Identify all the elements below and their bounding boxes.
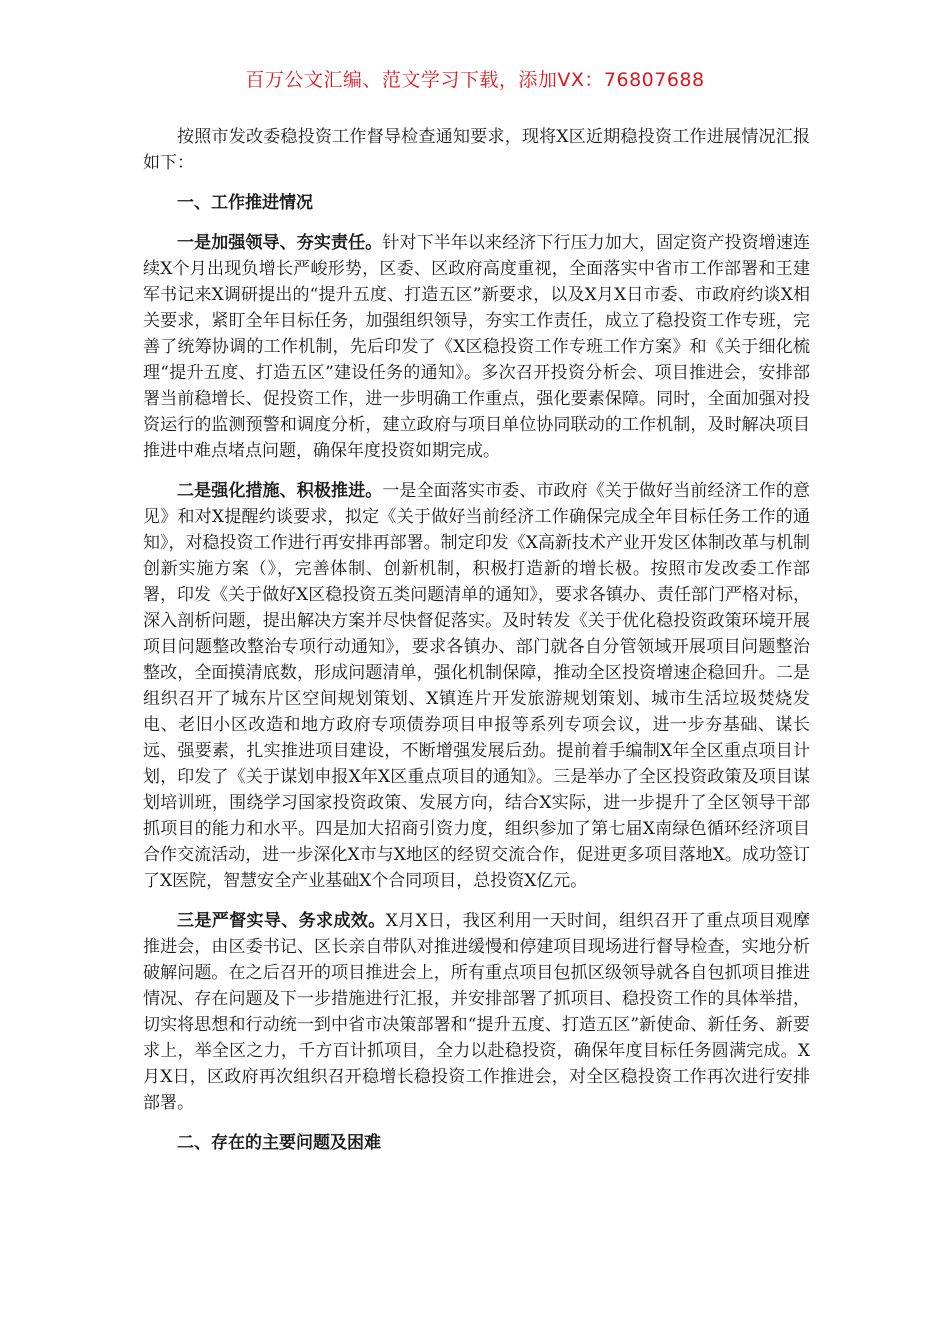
- paragraph-lead: 三是严督实导、务求成效。: [177, 911, 386, 931]
- promo-banner: 百万公文汇编、范文学习下载，添加VX：76807688: [245, 69, 705, 91]
- paragraph-item-3: [143, 908, 810, 1116]
- section-heading-problems: 二、存在的主要问题及困难: [177, 1133, 381, 1153]
- paragraph-body: 针对下半年以来经济下行压力加大，固定资产投资增速连续X个月出现负增长严峻形势，区委、区政府高度重视，全面落实中省市工作部署和王建军书记来X调研提出的“提升五度、打造五区”新要求，以及X月X日市委、市政府约谈X相关要求，紧盯全年目标任务，加强组织领导，夯实工作责任，成立了稳投资工作专班，完善了统筹协调的工作机制，先后印发了《X区稳投资工作专班工作方案》和《关于细化梳理“提升五度、打造五区”建设任务的通知》。多次召开投资分析会、项目推进会，安排部署当前稳增长、促投资工作，进一步明确工作重点，强化要素保障。同时，全面加强对投资运行的监测预警和调度分析，建立政府与项目单位协同联动的工作机制，及时解决项目推进中难点堵点问题，确保年度投资如期完成。: [143, 233, 811, 461]
- paragraph-body: X月X日，我区利用一天时间，组织召开了重点项目观摩推进会，由区委书记、区长亲自带队对推进缓慢和停建项目现场进行督导检查，实地分析破解问题。在之后召开的项目推进会上，所有重点项目包抓区级领导就各自包抓项目推进情况、存在问题及下一步措施进行汇报，并安排部署了抓项目、稳投资工作的具体举措，切实将思想和行动统一到中省市决策部署和“提升五度、打造五区”新使命、新任务、新要求上，举全区之力，千方百计抓项目，全力以赴稳投资，确保年度目标任务圆满完成。X月X日，区政府再次组织召开稳增长稳投资工作推进会，对全区稳投资工作再次进行安排部署。: [143, 911, 810, 1113]
- paragraph-lead: 一是加强领导、夯实责任。: [177, 233, 383, 253]
- intro-paragraph: 按照市发改委稳投资工作督导检查通知要求，现将X区近期稳投资工作进展情况汇报如下：: [143, 127, 810, 173]
- section-heading-work-progress: 一、工作推进情况: [177, 193, 313, 213]
- paragraph-body: 一是全面落实市委、市政府《关于做好当前经济工作的意见》和对X提醒约谈要求，拟定《关于做好当前经济工作确保完成全年目标任务工作的通知》，对稳投资工作进行再安排再部署。制定印发《X高新技术产业开发区体制改革与机制创新实施方案（》，完善体制、创新机制，积极打造新的增长极。按照市发改委工作部署，印发《关于做好X区稳投资五类问题清单的通知》，要求各镇办、责任部门严格对标，深入剖析问题，提出解决方案并尽快督促落实。及时转发《关于优化稳投资政策环境开展项目问题整改整治专项行动通知》，要求各镇办、部门就各自分管领域开展项目问题整治整改，全面摸清底数，形成问题清单，强化机制保障，推动全区投资增速企稳回升。二是组织召开了城东片区空间规划策划、X镇连片开发旅游规划策划、城市生活垃圾焚烧发电、老旧小区改造和地方政府专项债券项目申报等系列专项会议，进一步夯基础、谋长远、强要素，扎实推进项目建设，不断增强发展后劲。提前着手编制X年全区重点项目计划，印发了《关于谋划申报X年X区重点项目的通知》。三是举办了全区投资政策及项目谋划培训班，围绕学习国家投资政策、发展方向，结合X实际，进一步提升了全区领导干部抓项目的能力和水平。四是加大招商引资力度，组织参加了第七届X南绿色循环经济项目合作交流活动，进一步深化X市与X地区的经贸交流合作，促进更多项目落地X。成功签订了X医院，智慧安全产业基础X个合同项目，总投资X亿元。: [143, 481, 811, 891]
- paragraph-item-1: [143, 230, 810, 464]
- paragraph-item-2: [143, 478, 810, 894]
- document-body: [143, 124, 810, 1156]
- paragraph-lead: 二是强化措施、积极推进。: [177, 481, 383, 501]
